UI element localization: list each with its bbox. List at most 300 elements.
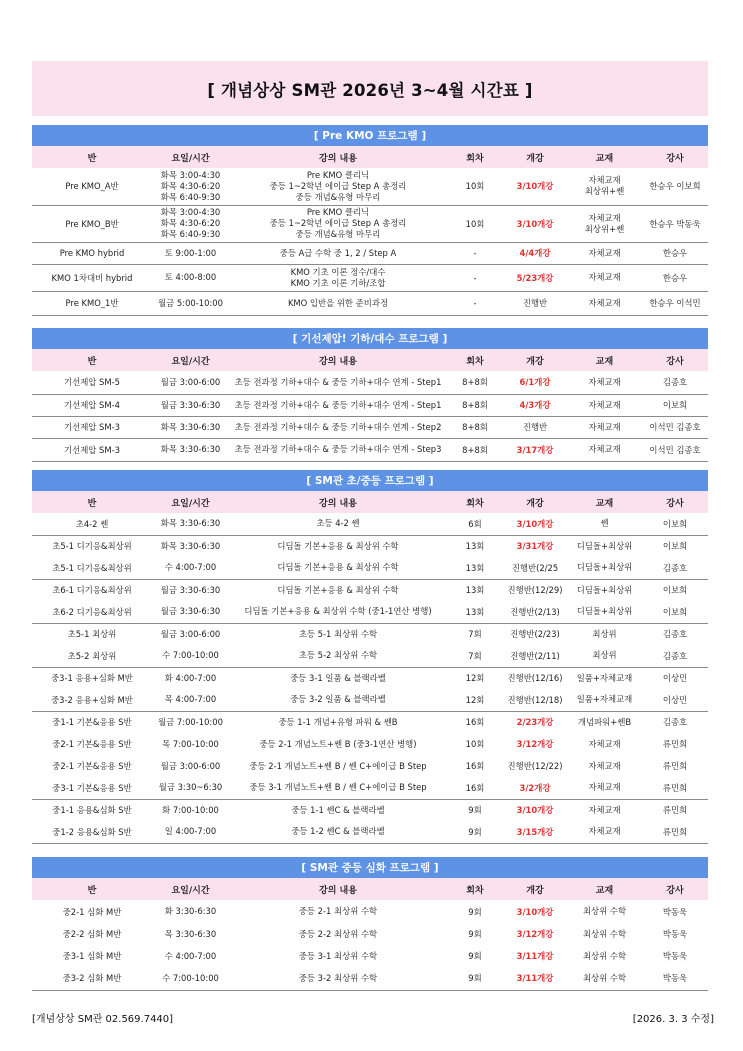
start-date: 진행반(2/13) [503, 601, 567, 623]
lecture-content [229, 667, 447, 689]
lecture-content-line: 초등 전과정 기하+대수 & 중등 기하+대수 연계 - Step3 [234, 444, 442, 454]
textbook-line: 자체교재 [588, 804, 621, 815]
session-count: 16회 [465, 761, 485, 771]
session-count: 10회 [465, 739, 485, 749]
class-time-line: 화목 6:40-9:30 [160, 191, 221, 202]
class-time [152, 513, 229, 535]
textbook [567, 416, 642, 438]
textbook [567, 513, 642, 535]
class-time-line: 월금 3:30-6:30 [160, 584, 221, 595]
column-header-teacher: 강사 [642, 878, 708, 900]
textbook-line: 자체교재 [588, 738, 621, 749]
class-time-line: 수 4:00-7:00 [164, 562, 217, 573]
textbook [567, 242, 642, 264]
lecture-content [229, 291, 447, 315]
class-name: 기선제압 SM-4 [32, 394, 152, 416]
table-row [32, 945, 708, 967]
section-gisunjeap [32, 328, 708, 462]
textbook-line: 최상위+쎈 [584, 186, 625, 197]
page-title: [ 개념상상 SM관 2026년 3~4월 시간표 ] [32, 61, 708, 116]
class-time-line: 수 4:00-7:00 [164, 950, 217, 961]
textbook [567, 967, 642, 990]
textbook-line: 자체교재 [588, 212, 621, 223]
textbook [567, 438, 642, 461]
class-time [152, 394, 229, 416]
class-time [152, 667, 229, 689]
start-date: 3/10개강 [516, 906, 554, 917]
class-name: Pre KMO hybrid [32, 242, 152, 264]
column-header-time: 요일/시간 [152, 146, 229, 168]
textbook-line: 최상위 수학 [582, 928, 627, 939]
lecture-content [229, 168, 447, 205]
section-title: [ SM관 초/중등 프로그램 ] [32, 470, 708, 491]
lecture-content-line: KMO 입반을 위한 준비과정 [287, 297, 389, 308]
textbook [567, 900, 642, 923]
class-name: 초4-2 쎈 [32, 513, 152, 535]
start-date: 4/3개강 [503, 394, 567, 416]
textbook-line: 자체교재 [588, 444, 621, 454]
lecture-content-line: 초등 전과정 기하+대수 & 중등 기하+대수 연계 - Step1 [234, 399, 442, 410]
session-count: 8+8회 [447, 438, 503, 461]
session-count: 8+8회 [447, 394, 503, 416]
column-header-time: 요일/시간 [152, 878, 229, 900]
lecture-content-line: Pre KMO 클리닉 [306, 207, 370, 217]
lecture-content [229, 900, 447, 923]
start-date: 3/15개강 [503, 821, 567, 843]
start-date: 3/10개강 [503, 513, 567, 535]
start-date: 3/12개강 [516, 929, 554, 939]
textbook [567, 535, 642, 557]
class-time-line: 월금 3:00-6:00 [160, 376, 221, 387]
lecture-content-line: KMO 기초 이론 기하/조합 [290, 277, 386, 288]
textbook [567, 579, 642, 601]
textbook-line: 디딤돌+최상위 [576, 562, 633, 573]
session-count: 16회 [447, 777, 503, 799]
section-title: [ SM관 중등 심화 프로그램 ] [32, 857, 708, 878]
instructor: 이보희 [662, 585, 688, 596]
instructor: 류민희 [642, 821, 708, 843]
table-row [32, 711, 708, 733]
column-header-content: 강의 내용 [229, 146, 447, 168]
class-time-line: 화목 3:00-4:30 [160, 169, 221, 180]
textbook-line: 최상위 [592, 650, 617, 661]
class-time-line: 화 4:00-7:00 [164, 672, 217, 683]
lecture-content-line: 중등 1-1 쎈C & 블랙라벨 [291, 804, 385, 815]
lecture-content [229, 645, 447, 667]
session-count: 16회 [465, 717, 485, 728]
table-row [32, 623, 708, 645]
column-header-start: 개강 [503, 349, 567, 371]
textbook [567, 733, 642, 755]
class-time-line: 화목 4:30-6:20 [160, 180, 221, 191]
class-name: 중2-1 기본&응용 S반 [52, 739, 132, 749]
textbook-line: 자체교재 [588, 782, 621, 793]
lecture-content [229, 438, 447, 461]
lecture-content [229, 394, 447, 416]
column-header-content: 강의 내용 [229, 878, 447, 900]
class-time-line: 화목 3:30-6:30 [160, 444, 221, 454]
column-header-start: 개강 [503, 878, 567, 900]
class-time [152, 777, 229, 799]
textbook [567, 667, 642, 689]
instructor: 한승우 [642, 242, 708, 264]
footer-contact: [개념상상 SM관 02.569.7440] [32, 1014, 174, 1025]
session-count: 8+8회 [447, 416, 503, 438]
textbook [567, 799, 642, 821]
class-time [152, 821, 229, 843]
lecture-content [229, 242, 447, 264]
lecture-content-line: Pre KMO 클리닉 [306, 169, 370, 180]
class-time [152, 535, 229, 557]
class-time [152, 923, 229, 945]
column-header-class: 반 [32, 491, 152, 513]
class-name: KMO 1차대비 hybrid [32, 264, 152, 291]
class-name: 기선제압 SM-3 [32, 438, 152, 461]
lecture-content [229, 513, 447, 535]
lecture-content-line: 중등 3-1 최상위 수학 [298, 950, 378, 961]
textbook-line: 자체교재 [588, 247, 621, 258]
table-row [32, 535, 708, 557]
session-count: - [447, 264, 503, 291]
start-date: 진행반(12/18) [503, 689, 567, 711]
class-name: 중3-2 심화 M반 [32, 967, 152, 990]
instructor: 이보희 [642, 601, 708, 623]
textbook-line: 최상위 수학 [582, 950, 627, 961]
textbook-line: 자체교재 [588, 399, 621, 410]
column-header-book: 교재 [567, 146, 642, 168]
class-time-line: 목 7:00-10:00 [162, 738, 219, 749]
class-time [152, 689, 229, 711]
class-time [152, 205, 229, 242]
textbook [567, 394, 642, 416]
class-time [152, 967, 229, 990]
lecture-content-line: 중등 1~2학년 에이급 Step A 총정리 [269, 218, 407, 228]
class-name: 초5-1 디기응&최상위 [52, 541, 132, 552]
start-date: 진행반(2/11) [503, 645, 567, 667]
class-name: 기선제압 SM-3 [32, 416, 152, 438]
start-date: 6/1개강 [503, 371, 567, 394]
instructor: 이석민 김종호 [642, 438, 708, 461]
session-count: 7회 [468, 629, 482, 640]
textbook-line: 자체교재 [588, 272, 621, 282]
instructor: 이보희 [642, 513, 708, 535]
table-row [32, 579, 708, 601]
textbook-line: 자체교재 [588, 376, 621, 387]
table-row [32, 416, 708, 438]
class-time-line: 화목 3:00-4:30 [160, 207, 221, 217]
textbook [567, 623, 642, 645]
textbook [567, 945, 642, 967]
textbook-line: 최상위 수학 [582, 972, 627, 983]
column-header-book: 교재 [567, 491, 642, 513]
table-row [32, 601, 708, 623]
lecture-content-line: 디딤돌 기본+응용 & 최상위 수학 (중1-1연산 병행) [244, 606, 432, 617]
class-name: 기선제압 SM-5 [32, 371, 152, 394]
textbook-line: 디딤돌+최상위 [576, 584, 633, 595]
table-row [32, 264, 708, 291]
lecture-content [229, 601, 447, 623]
textbook [567, 821, 642, 843]
table-row [32, 799, 708, 821]
textbook [567, 205, 642, 242]
lecture-content-line: 중등 3-2 일품 & 블랙라벨 [290, 694, 386, 705]
lecture-content [229, 416, 447, 438]
lecture-content [229, 923, 447, 945]
instructor: 한승우 이보희 [642, 168, 708, 205]
start-date: 5/23개강 [503, 264, 567, 291]
textbook-line: 최상위 수학 [582, 906, 627, 916]
textbook [567, 711, 642, 733]
lecture-content-line: 디딤돌 기본+응용 & 최상위 수학 [277, 584, 399, 595]
lecture-content [229, 579, 447, 601]
table-row [32, 733, 708, 755]
class-time [152, 371, 229, 394]
start-date: 3/2개강 [503, 777, 567, 799]
textbook [567, 689, 642, 711]
start-date: 3/11개강 [503, 967, 567, 990]
start-date: 진행반(12/16) [507, 673, 563, 684]
column-header-time: 요일/시간 [152, 491, 229, 513]
textbook [567, 291, 642, 315]
start-date: 3/12개강 [516, 739, 554, 749]
class-time-line: 화 7:00-10:00 [162, 804, 219, 815]
column-header-count: 회차 [447, 146, 503, 168]
textbook-line: 일품+자체교재 [576, 694, 633, 705]
class-time-line: 화목 3:30-6:30 [160, 421, 221, 432]
textbook-line: 자체교재 [588, 826, 621, 837]
class-name: Pre KMO_B반 [32, 205, 152, 242]
session-count: 13회 [465, 585, 485, 596]
class-time-line: 수 7:00-10:00 [162, 972, 219, 983]
column-header-count: 회차 [447, 491, 503, 513]
class-time-line: 화목 3:30-6:30 [160, 540, 221, 551]
lecture-content [229, 557, 447, 579]
class-name: 초6-1 디기응&최상위 [52, 585, 132, 596]
table-row [32, 394, 708, 416]
lecture-content-line: 중등 1-2 쎈C & 블랙라벨 [291, 826, 385, 837]
lecture-content-line: 중등 2-1 개념노트+쎈 B (중3-1연산 병행) [259, 738, 417, 749]
textbook [567, 645, 642, 667]
table-row [32, 777, 708, 799]
textbook-line: 디딤돌+최상위 [576, 606, 633, 617]
lecture-content [229, 371, 447, 394]
column-header-class: 반 [32, 349, 152, 371]
session-count: 12회 [465, 673, 485, 684]
textbook [567, 371, 642, 394]
class-time [152, 291, 229, 315]
session-count: - [447, 291, 503, 315]
class-time [152, 799, 229, 821]
class-time-line: 토 9:00-1:00 [164, 247, 217, 258]
textbook-line: 자체교재 [588, 175, 621, 186]
textbook-line: 자체교재 [588, 760, 621, 771]
column-header-class: 반 [32, 146, 152, 168]
class-time [152, 416, 229, 438]
start-date: 진행반 [503, 416, 567, 438]
table-row [32, 645, 708, 667]
class-time-line: 월금 3:30-6:30 [160, 606, 221, 617]
lecture-content [229, 689, 447, 711]
lecture-content-line: 중등 2-1 개념노트+쎈 B / 쎈 C+에이급 B Step [249, 760, 427, 771]
schedule-table [32, 491, 708, 844]
footer-revision-date: [2026. 3. 3 수정] [632, 1014, 714, 1025]
column-header-book: 교재 [567, 878, 642, 900]
table-row [32, 755, 708, 777]
class-name: 중3-1 기본&응용 S반 [32, 777, 152, 799]
start-date: 3/10개강 [503, 168, 567, 205]
lecture-content [229, 711, 447, 733]
lecture-content [229, 535, 447, 557]
schedule-table [32, 349, 708, 462]
class-time-line: 목 3:30-6:30 [164, 928, 217, 939]
start-date: 진행반(2/23) [510, 629, 560, 640]
textbook-line: 일품+자체교재 [576, 672, 633, 683]
lecture-content-line: 중등 2-1 최상위 수학 [298, 906, 378, 916]
textbook [567, 755, 642, 777]
start-date: 진행반(12/29) [507, 585, 563, 596]
header-row [32, 878, 708, 900]
lecture-content [229, 205, 447, 242]
lecture-content-line: 중등 3-2 최상위 수학 [298, 972, 378, 983]
instructor: 김종호 [642, 645, 708, 667]
class-time [152, 645, 229, 667]
start-date: 진행반(2/25 [503, 557, 567, 579]
lecture-content-line: 초등 전과정 기하+대수 & 중등 기하+대수 연계 - Step1 [234, 376, 442, 387]
class-name: 중1-1 기본&응용 S반 [52, 717, 132, 728]
column-header-book: 교재 [567, 349, 642, 371]
lecture-content [229, 945, 447, 967]
class-name: 초5-2 최상위 [32, 645, 152, 667]
textbook [567, 168, 642, 205]
class-name: 중2-1 기본&응용 S반 [52, 761, 132, 771]
class-name: 중1-2 응용&심화 S반 [32, 821, 152, 843]
instructor: 이상민 [642, 689, 708, 711]
lecture-content [229, 264, 447, 291]
section-elementary-middle [32, 470, 708, 844]
instructor: 박동욱 [662, 951, 688, 961]
start-date: 3/10개강 [503, 205, 567, 242]
class-time [152, 264, 229, 291]
textbook [567, 601, 642, 623]
instructor: 한승우 [642, 264, 708, 291]
start-date: 3/10개강 [516, 805, 554, 816]
class-time-line: 화 3:30-6:30 [164, 906, 217, 916]
class-time-line: 월금 5:00-10:00 [158, 297, 223, 308]
class-time [152, 438, 229, 461]
column-header-teacher: 강사 [642, 146, 708, 168]
instructor: 이보희 [662, 541, 688, 552]
lecture-content-line: KMO 기초 이론 정수/대수 [290, 266, 386, 277]
session-count: 10회 [447, 205, 503, 242]
class-time-line: 월금 3:00-6:00 [160, 628, 221, 639]
start-date: 3/11개강 [516, 951, 554, 961]
session-count: 9회 [447, 967, 503, 990]
class-time-line: 일 4:00-7:00 [164, 826, 217, 837]
header-row [32, 491, 708, 513]
column-header-count: 회차 [447, 349, 503, 371]
lecture-content-line: 초등 5-1 최상위 수학 [298, 628, 378, 639]
class-name: 중3-2 응용+심화 M반 [32, 689, 152, 711]
textbook-line: 쎈 [600, 518, 609, 529]
lecture-content [229, 799, 447, 821]
start-date: 진행반 [503, 291, 567, 315]
class-time-line: 목 4:00-7:00 [164, 694, 217, 705]
class-time-line: 월금 3:30-6:30 [160, 399, 221, 410]
table-row [32, 900, 708, 923]
class-time [152, 900, 229, 923]
class-time [152, 755, 229, 777]
class-time-line: 화목 4:30-6:20 [160, 218, 221, 228]
start-date: 2/23개강 [516, 717, 554, 728]
column-header-count: 회차 [447, 878, 503, 900]
instructor: 한승우 박동욱 [642, 205, 708, 242]
lecture-content [229, 623, 447, 645]
lecture-content [229, 777, 447, 799]
start-date: 3/31개강 [516, 541, 554, 552]
class-time-line: 화목 6:40-9:30 [160, 229, 221, 239]
class-name: Pre KMO_1반 [32, 291, 152, 315]
table-row [32, 242, 708, 264]
section-title: [ 기선제압! 기하/대수 프로그램 ] [32, 328, 708, 349]
lecture-content-line: 초등 전과정 기하+대수 & 중등 기하+대수 연계 - Step2 [234, 421, 442, 432]
lecture-content-line: 중등 3-1 일품 & 블랙라벨 [290, 672, 386, 683]
instructor: 김종호 [642, 371, 708, 394]
column-header-content: 강의 내용 [229, 349, 447, 371]
instructor: 류민희 [642, 777, 708, 799]
start-date: 진행반(12/22) [507, 761, 563, 771]
instructor: 김종호 [642, 557, 708, 579]
textbook-line: 최상위+쎈 [584, 223, 625, 234]
session-count: 13회 [447, 557, 503, 579]
class-time [152, 242, 229, 264]
session-count: 9회 [468, 906, 482, 917]
instructor: 김종호 [662, 629, 688, 640]
column-header-start: 개강 [503, 491, 567, 513]
textbook [567, 557, 642, 579]
session-count: - [447, 242, 503, 264]
instructor: 류민희 [662, 761, 688, 771]
table-row [32, 967, 708, 990]
class-name: 중3-1 응용+심화 M반 [51, 673, 133, 684]
instructor: 박동욱 [662, 906, 688, 917]
column-header-content: 강의 내용 [229, 491, 447, 513]
table-row [32, 168, 708, 205]
textbook [567, 923, 642, 945]
session-count: 6회 [447, 513, 503, 535]
table-row [32, 689, 708, 711]
session-count: 12회 [447, 689, 503, 711]
instructor: 이보희 [642, 394, 708, 416]
instructor: 김종호 [662, 717, 688, 728]
class-time [152, 601, 229, 623]
textbook-line: 최상위 [592, 628, 617, 639]
table-row [32, 923, 708, 945]
textbook-line: 자체교재 [588, 421, 621, 432]
class-time [152, 579, 229, 601]
class-name: 중2-1 심화 M반 [62, 906, 122, 917]
lecture-content-line: 중등 A급 수학 중 1, 2 / Step A [279, 247, 397, 258]
start-date: 3/17개강 [503, 438, 567, 461]
session-count: 13회 [447, 601, 503, 623]
textbook-line: 디딤돌+최상위 [576, 540, 633, 551]
class-time [152, 711, 229, 733]
lecture-content-line: 중등 개념&유형 마무리 [295, 191, 381, 202]
column-header-class: 반 [32, 878, 152, 900]
class-time-line: 월금 3:00-6:00 [160, 760, 221, 771]
table-row [32, 821, 708, 843]
column-header-teacher: 강사 [642, 349, 708, 371]
class-name: 중3-1 심화 M반 [62, 951, 122, 961]
